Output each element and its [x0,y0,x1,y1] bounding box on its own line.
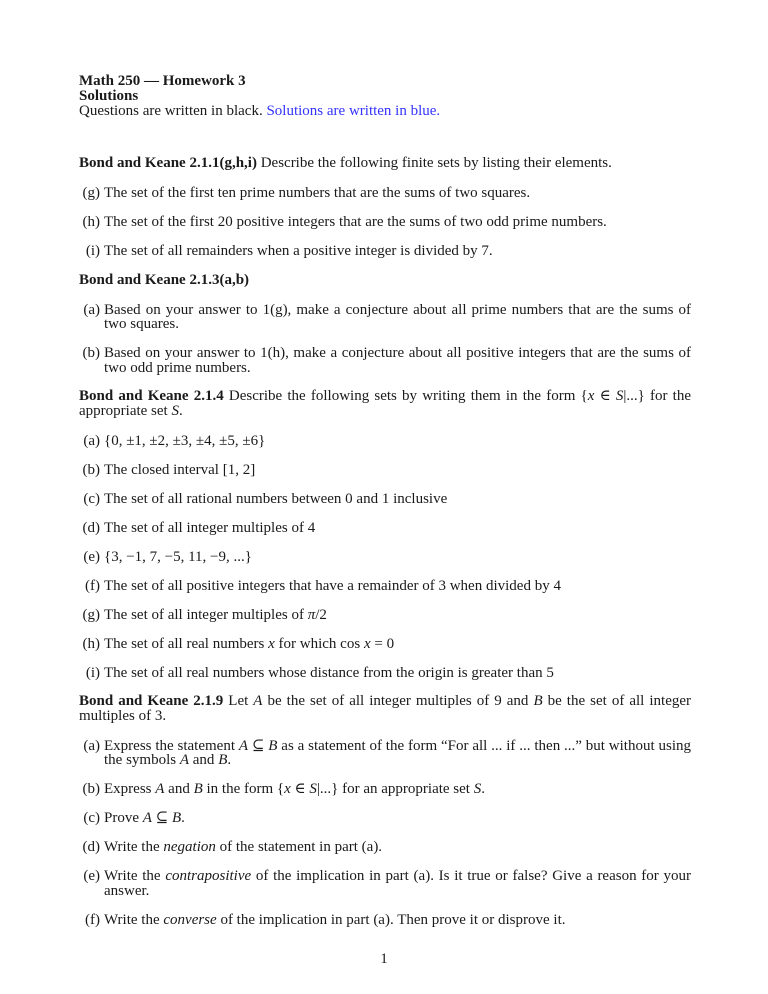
text-segment: of the statement in part (a). [215,839,383,855]
italic-segment: S [615,388,624,404]
document-title: Math 250 — Homework 3 [79,73,246,89]
italic-segment: contrapositive [165,868,252,884]
problem-statement [79,694,691,723]
italic-segment: S [171,402,179,419]
italic-segment: x [268,635,275,652]
italic-segment: B [218,752,228,768]
text-segment: The set of all real numbers [104,635,269,652]
italic-segment: converse [163,911,217,928]
question-label: (b) [82,345,100,361]
page-number: 1 [380,951,388,967]
text-segment: . [181,810,185,826]
question-label: (g) [82,185,100,201]
italic-segment: B [533,693,543,709]
text-segment: ∈ [290,781,310,797]
document-header [79,74,691,119]
question-item [79,492,691,507]
text-segment: ⊆ [151,810,172,826]
text-segment: . [227,752,232,768]
question-label: (b) [82,461,100,478]
text-segment: The set of all positive integers that have a remainder of 3 when divided by 4 [104,577,561,594]
question-label: (g) [82,606,100,623]
question-item [79,550,691,565]
question-list [79,303,691,376]
question-item [79,215,691,230]
question-item [79,782,691,797]
problem-statement [79,156,691,171]
italic-segment: A [238,737,249,754]
question-label: (f) [85,577,100,594]
text-segment: The set of the first ten prime numbers that are the sums of two squares. [104,185,531,201]
text-segment: and [189,752,219,768]
document-page [79,74,691,927]
question-label: (h) [82,214,100,230]
text-segment: for which cos [274,635,364,652]
question-label: (c) [83,810,100,826]
text-segment: Write the [104,868,166,884]
question-item [79,608,691,623]
text-segment: . [481,781,485,797]
italic-segment: A [179,752,190,768]
text-segment: The set of all integer multiples of [104,606,308,623]
italic-segment: x [284,781,291,797]
question-item [79,303,691,332]
text-segment: . [178,402,183,419]
question-label: (c) [83,490,100,507]
question-item [79,521,691,536]
question-item [79,840,691,855]
text-segment: be the set of all integer multiples of 9 and [262,693,534,709]
problem-statement [79,389,691,418]
text-segment: = 0 [370,635,395,652]
italic-segment: S [473,781,482,797]
question-list [79,434,691,681]
question-item [79,346,691,375]
problem-heading: Bond and Keane 2.1.9 [79,693,224,709]
question-item [79,913,691,928]
text-segment: Write the [104,911,164,928]
problem-heading: Bond and Keane 2.1.4 [79,388,224,404]
text-segment: The set of all rational numbers between 0 and 1 inclusive [104,490,448,507]
text-segment: |...} for the appropriate set [79,388,691,419]
text-segment: Express the statement [104,737,239,754]
text-segment: Based on your answer to 1(g), make a conjecture about all prime numbers that are the sums of two squares. [104,301,691,332]
text-segment: Write the [104,839,164,855]
italic-segment: negation [163,839,216,855]
question-item [79,434,691,449]
question-item [79,244,691,259]
problem [79,273,691,376]
text-segment: in the form { [202,781,285,797]
text-segment: Express [104,781,156,797]
italic-segment: A [142,810,152,826]
italic-segment: π [307,606,316,623]
problem-heading: Bond and Keane 2.1.3(a,b) [79,271,250,288]
text-segment: The set of all integer multiples of 4 [104,519,316,536]
document-subtitle: Solutions [79,88,139,104]
problem-heading: Bond and Keane 2.1.1(g,h,i) [79,155,257,171]
italic-segment: S [309,781,317,797]
question-item [79,869,691,898]
problem [79,389,691,680]
text-segment: |...} for an appropriate set [316,781,474,797]
question-label: (a) [83,301,100,318]
problem-list [79,156,691,927]
question-label: (a) [83,737,100,754]
italic-segment: x [587,388,595,404]
question-list [79,186,691,259]
italic-segment: B [268,737,278,754]
text-segment: {0, ±1, ±2, ±3, ±4, ±5, ±6} [104,432,266,449]
color-legend [79,104,691,119]
question-item [79,186,691,201]
question-item [79,666,691,681]
question-label: (e) [83,868,100,884]
text-segment: Describe the following finite sets by listing their elements. [256,155,612,171]
text-segment: ∈ [594,388,616,404]
question-label: (a) [83,432,100,449]
problem [79,694,691,927]
question-label: (d) [82,519,100,536]
text-segment: {3, −1, 7, −5, 11, −9, ...} [104,548,252,565]
italic-segment: B [172,810,182,826]
text-segment: The set of all real numbers whose distance from the origin is greater than 5 [104,664,554,681]
problem-statement [79,273,691,288]
text-segment: and [164,781,194,797]
text-segment: Based on your answer to 1(h), make a conjecture about all positive integers that are the sums of two odd prime numbers. [104,345,691,376]
italic-segment: x [363,635,371,652]
question-label: (d) [82,839,100,855]
text-segment: of the implication in part (a). Then prove it or disprove it. [216,911,566,928]
text-segment: be the set of all integer multiples of 3. [79,693,691,724]
text-segment: of the implication in part (a). Is it true or false? Give a reason for your answer. [104,868,692,899]
question-item [79,811,691,826]
italic-segment: A [155,781,165,797]
text-segment: as a statement of the form “For all ... if ... then ...” but without using the symbols [104,737,691,768]
text-segment: The closed interval [1, 2] [104,461,256,478]
text-segment: The set of the first 20 positive integers that are the sums of two odd prime numbers. [104,214,607,230]
question-list [79,739,691,928]
text-segment: ⊆ [248,737,269,754]
question-label: (h) [82,635,100,652]
question-label: (i) [85,664,100,681]
question-label: (f) [85,911,100,928]
problem [79,156,691,259]
text-segment: Let [223,693,254,709]
note-black: Questions are written in black. [79,103,263,119]
text-segment: Prove [104,810,143,826]
question-item [79,463,691,478]
italic-segment: B [193,781,203,797]
question-item [79,579,691,594]
note-blue: Solutions are written in blue. [266,103,441,119]
text-segment: The set of all remainders when a positive integer is divided by 7. [104,243,493,259]
question-label: (i) [85,243,100,259]
question-label: (b) [82,781,100,797]
italic-segment: A [253,693,263,709]
question-label: (e) [83,548,100,565]
question-item [79,637,691,652]
text-segment: Describe the following sets by writing them in the form { [223,388,588,404]
text-segment: /2 [315,606,327,623]
question-item [79,739,691,768]
